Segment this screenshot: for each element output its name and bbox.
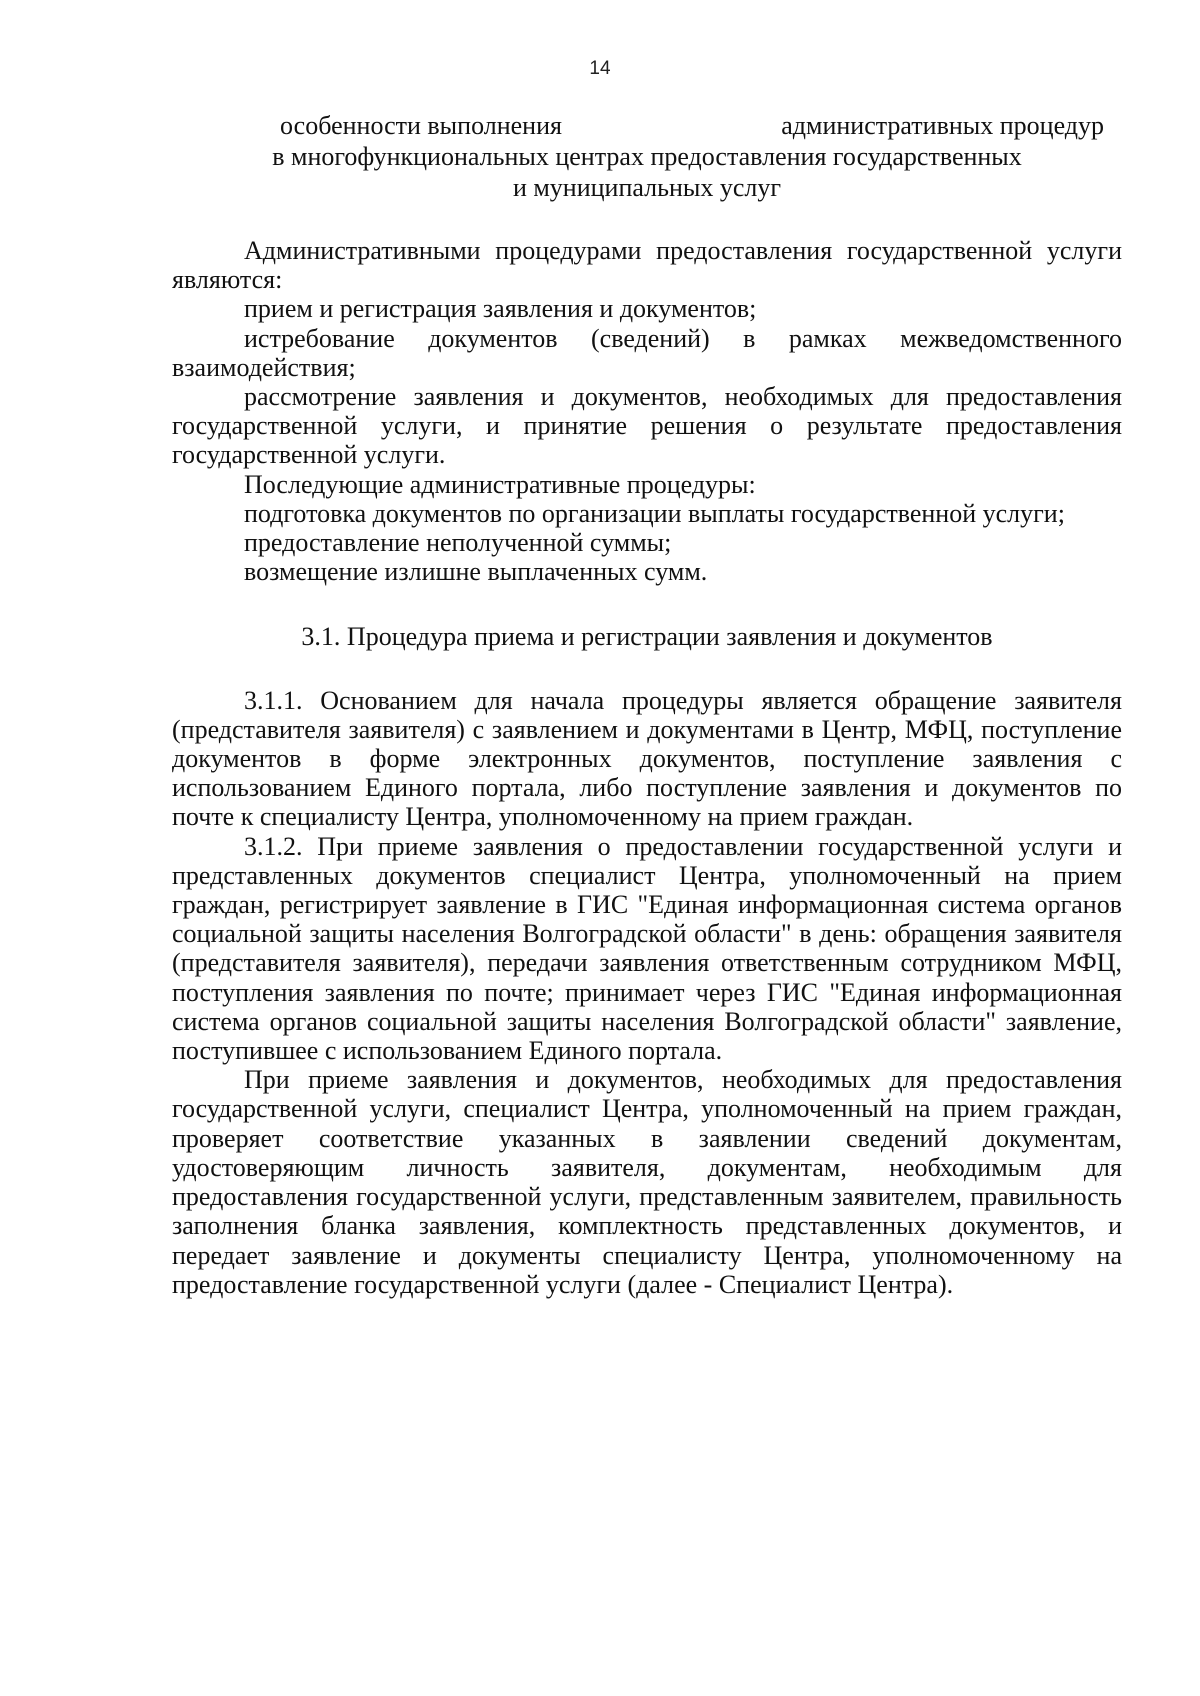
heading-line-2: в многофункциональных центрах предоставления государственных xyxy=(272,142,1022,171)
heading-line-3: и муниципальных услуг xyxy=(512,173,782,202)
paragraph-3-1-1: 3.1.1. Основанием для начала процедуры является обращение заявителя (представителя заявителя) с заявлением и документами в Центр, МФЦ, поступление документов в форме электронных документов, поступление заявления с использованием Единого портала, либо поступление заявления и документов по почте к специалисту Центра, уполномоченному на прием граждан. xyxy=(172,685,1122,832)
page-number: 14 xyxy=(589,58,611,79)
followup-item: предоставление неполученной суммы; xyxy=(244,528,672,558)
paragraph-reception-check: При приеме заявления и документов, необходимых для предоставления государственной услуги, специалист Центра, уполномоченный на прием граждан, проверяет соответствие указанных в заявлении сведений документам, удостоверяющим личность заявителя, документам, необходимым для предоставления государственной услуги, представленным заявителем, правильность заполнения бланка заявления, комплектность представленных документов, и передает заявление и документы специалисту Центра, уполномоченному на предоставление государственной услуги (далее - Специалист Центра). xyxy=(172,1065,1122,1299)
followup-intro: Последующие административные процедуры: xyxy=(244,469,756,499)
heading-line-1-right: административных процедур xyxy=(781,111,1104,140)
list-item: истребование документов (сведений) в рамках межведомственного взаимодействия; xyxy=(172,323,1122,382)
list-item: прием и регистрация заявления и документов; xyxy=(244,294,757,324)
procedures-list xyxy=(172,236,1122,1299)
list-intro: Административными процедурами предоставления государственной услуги являются: xyxy=(172,236,1122,295)
paragraph-3-1-2: 3.1.2. При приеме заявления о предоставлении государственной услуги и представленных документов специалист Центра, уполномоченный на прием граждан, регистрирует заявление в ГИС "Единая информационная система органов социальной защиты населения Волгоградской области" в день: обращения заявителя (представителя заявителя), передачи заявления ответственным сотрудником МФЦ, поступления заявления по почте; принимает через ГИС "Единая информационная система органов социальной защиты населения Волгоградской области" заявление, поступившее с использованием Единого портала. xyxy=(172,831,1122,1066)
followup-item: подготовка документов по организации выплаты государственной услуги; xyxy=(244,498,1065,528)
heading-line-1 xyxy=(172,110,1122,141)
list-item: рассмотрение заявления и документов, необходимых для предоставления государственной услуги, и принятие решения о результате предоставления государственной услуги. xyxy=(172,382,1122,470)
heading-line-1-left: особенности выполнения xyxy=(280,111,562,140)
section-title: 3.1. Процедура приема и регистрации заявления и документов xyxy=(301,622,993,652)
heading-continuation xyxy=(172,110,1122,203)
followup-item: возмещение излишне выплаченных сумм. xyxy=(244,557,708,587)
